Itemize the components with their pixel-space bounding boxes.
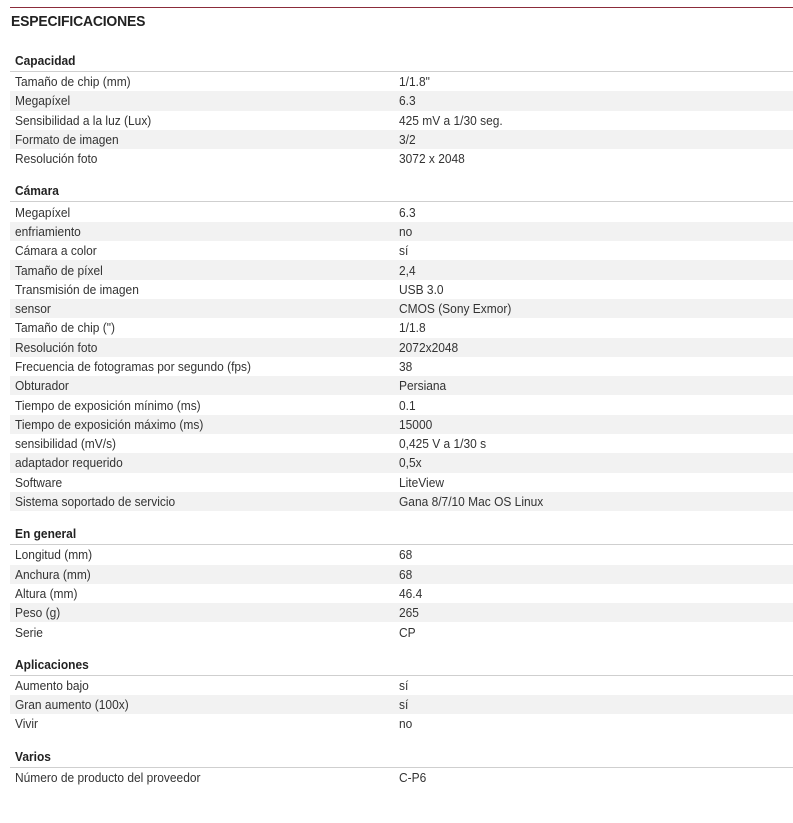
- spec-label-cell: [10, 151, 399, 166]
- spec-row: [10, 395, 793, 414]
- spec-label: Megapíxel: [15, 204, 71, 220]
- spec-value: 265: [399, 605, 419, 621]
- spec-group: [10, 655, 793, 734]
- spec-value: 3072 x 2048: [399, 151, 465, 167]
- spec-label-cell: [10, 697, 399, 712]
- spec-label: sensor: [15, 301, 51, 317]
- spec-group-title: Cámara: [15, 183, 59, 199]
- spec-label: Tamaño de píxel: [15, 262, 103, 278]
- spec-value: 6.3: [399, 93, 416, 109]
- spec-label: Obturador: [15, 378, 69, 394]
- spec-value-cell: [399, 132, 793, 147]
- spec-value-cell: [399, 320, 793, 335]
- spec-label: Altura (mm): [15, 585, 78, 601]
- spec-value-cell: [399, 417, 793, 432]
- spec-label: Resolución foto: [15, 151, 98, 167]
- spec-label: adaptador requerido: [15, 455, 123, 471]
- spec-value: 46.4: [399, 585, 423, 601]
- spec-value-cell: [399, 224, 793, 239]
- spec-value-cell: [399, 586, 793, 601]
- spec-value: 0.1: [399, 397, 416, 413]
- spec-value-cell: [399, 770, 793, 785]
- spec-value-cell: [399, 263, 793, 278]
- spec-value: C-P6: [399, 769, 427, 785]
- spec-group: [10, 747, 793, 787]
- spec-row: [10, 91, 793, 110]
- spec-value: 68: [399, 547, 413, 563]
- spec-label-cell: [10, 74, 399, 89]
- spec-value-cell: [399, 93, 793, 108]
- spec-row: [10, 434, 793, 453]
- group-spacer: [10, 168, 793, 181]
- spec-group-header: [10, 524, 793, 545]
- spec-label-cell: [10, 282, 399, 297]
- spec-label-cell: [10, 625, 399, 640]
- spec-row: [10, 376, 793, 395]
- spec-value: Gana 8/7/10 Mac OS Linux: [399, 494, 544, 510]
- spec-label-cell: [10, 301, 399, 316]
- specifications-table: [10, 51, 793, 787]
- spec-value: CMOS (Sony Exmor): [399, 301, 512, 317]
- spec-row: [10, 415, 793, 434]
- spec-label: Software: [15, 474, 63, 490]
- spec-label: Vivir: [15, 716, 39, 732]
- spec-group: [10, 524, 793, 641]
- spec-value-cell: [399, 282, 793, 297]
- spec-value-cell: [399, 243, 793, 258]
- spec-label-cell: [10, 436, 399, 451]
- group-spacer: [10, 511, 793, 524]
- spec-value-cell: [399, 436, 793, 451]
- spec-label: Número de producto del proveedor: [15, 769, 201, 785]
- spec-label-cell: [10, 567, 399, 582]
- spec-label-cell: [10, 243, 399, 258]
- spec-group-header: [10, 51, 793, 72]
- spec-value: Persiana: [399, 378, 447, 394]
- spec-value: no: [399, 716, 413, 732]
- spec-row: [10, 318, 793, 337]
- spec-label-cell: [10, 770, 399, 785]
- spec-row: [10, 149, 793, 168]
- spec-row: [10, 241, 793, 260]
- spec-label-cell: [10, 340, 399, 355]
- spec-label-cell: [10, 224, 399, 239]
- spec-value: 68: [399, 566, 413, 582]
- spec-value-cell: [399, 378, 793, 393]
- spec-row: [10, 222, 793, 241]
- spec-row: [10, 622, 793, 641]
- spec-label-cell: [10, 586, 399, 601]
- spec-value: 38: [399, 359, 413, 374]
- spec-value-cell: [399, 547, 793, 562]
- spec-label: Tiempo de exposición mínimo (ms): [15, 397, 201, 413]
- spec-label: Aumento bajo: [15, 677, 89, 693]
- spec-value-cell: [399, 475, 793, 490]
- spec-row: [10, 202, 793, 221]
- spec-value: no: [399, 223, 413, 239]
- spec-label-cell: [10, 455, 399, 470]
- spec-value: sí: [399, 677, 409, 693]
- spec-value-cell: [399, 455, 793, 470]
- spec-label: Tamaño de chip (mm): [15, 74, 131, 90]
- spec-value: USB 3.0: [399, 281, 444, 297]
- spec-label: Anchura (mm): [15, 566, 91, 582]
- spec-value-cell: [399, 494, 793, 509]
- spec-label: Longitud (mm): [15, 547, 93, 563]
- spec-value-cell: [399, 716, 793, 731]
- spec-value-cell: [399, 113, 793, 128]
- spec-value: sí: [399, 243, 409, 259]
- spec-label: Frecuencia de fotogramas por segundo (fps): [15, 359, 252, 374]
- spec-value: 1/1.8: [399, 320, 426, 336]
- spec-group-title: Aplicaciones: [15, 656, 89, 672]
- spec-label: sensibilidad (mV/s): [15, 436, 117, 452]
- spec-row: [10, 453, 793, 472]
- spec-group-header: [10, 655, 793, 676]
- spec-value: 0,5x: [399, 455, 422, 471]
- spec-value-cell: [399, 74, 793, 89]
- page-title: ESPECIFICACIONES: [11, 13, 146, 30]
- spec-value-cell: [399, 359, 793, 374]
- spec-label-cell: [10, 605, 399, 620]
- spec-label: Megapíxel: [15, 93, 71, 109]
- spec-value: 2072x2048: [399, 339, 459, 355]
- spec-label-cell: [10, 398, 399, 413]
- spec-label: Peso (g): [15, 605, 61, 621]
- spec-row: [10, 695, 793, 714]
- spec-value: 0,425 V a 1/30 s: [399, 436, 487, 452]
- spec-label-cell: [10, 716, 399, 731]
- spec-row: [10, 111, 793, 130]
- spec-group: [10, 181, 793, 511]
- spec-value: 1/1.8": [399, 74, 430, 90]
- spec-group: [10, 51, 793, 168]
- spec-row: [10, 603, 793, 622]
- spec-row: [10, 338, 793, 357]
- spec-row: [10, 545, 793, 564]
- spec-group-title: Varios: [15, 748, 51, 764]
- spec-label-cell: [10, 205, 399, 220]
- spec-row: [10, 768, 793, 787]
- spec-label: Sistema soportado de servicio: [15, 494, 176, 510]
- spec-label: Sensibilidad a la luz (Lux): [15, 112, 152, 128]
- spec-value-cell: [399, 205, 793, 220]
- spec-value: 3/2: [399, 132, 416, 148]
- spec-value-cell: [399, 301, 793, 316]
- spec-value: CP: [399, 624, 416, 640]
- spec-value: LiteView: [399, 474, 444, 490]
- spec-label: Tamaño de chip ("): [15, 320, 115, 336]
- spec-label: Gran aumento (100x): [15, 697, 129, 713]
- spec-value-cell: [399, 625, 793, 640]
- spec-label: enfriamiento: [15, 223, 81, 239]
- spec-row: [10, 492, 793, 511]
- spec-label-cell: [10, 93, 399, 108]
- spec-value-cell: [399, 697, 793, 712]
- spec-row: [10, 565, 793, 584]
- spec-value: 15000: [399, 416, 433, 432]
- spec-row: [10, 299, 793, 318]
- spec-value: 6.3: [399, 204, 416, 220]
- spec-label-cell: [10, 417, 399, 432]
- spec-row: [10, 714, 793, 733]
- spec-label-cell: [10, 113, 399, 128]
- spec-row: [10, 260, 793, 279]
- spec-label-cell: [10, 359, 399, 374]
- spec-label: Tiempo de exposición máximo (ms): [15, 416, 204, 432]
- spec-value-cell: [399, 678, 793, 693]
- spec-group-header: [10, 181, 793, 202]
- spec-label: Resolución foto: [15, 339, 98, 355]
- spec-label-cell: [10, 320, 399, 335]
- spec-row: [10, 473, 793, 492]
- group-spacer: [10, 642, 793, 655]
- spec-value-cell: [399, 151, 793, 166]
- spec-label-cell: [10, 475, 399, 490]
- group-spacer: [10, 734, 793, 747]
- spec-label-cell: [10, 494, 399, 509]
- spec-group-title: Capacidad: [15, 53, 76, 68]
- spec-value: 2,4: [399, 262, 416, 278]
- spec-label-cell: [10, 547, 399, 562]
- spec-value-cell: [399, 340, 793, 355]
- spec-row: [10, 676, 793, 695]
- spec-label-cell: [10, 132, 399, 147]
- spec-label-cell: [10, 678, 399, 693]
- title-divider: [10, 7, 793, 8]
- spec-row: [10, 357, 793, 376]
- spec-value: 425 mV a 1/30 seg.: [399, 112, 503, 128]
- spec-label: Serie: [15, 624, 43, 640]
- spec-label-cell: [10, 378, 399, 393]
- spec-label: Transmisión de imagen: [15, 281, 139, 297]
- spec-label: Formato de imagen: [15, 132, 119, 148]
- spec-group-header: [10, 747, 793, 768]
- spec-row: [10, 72, 793, 91]
- spec-group-title: En general: [15, 526, 77, 542]
- spec-value-cell: [399, 398, 793, 413]
- spec-row: [10, 130, 793, 149]
- spec-value-cell: [399, 567, 793, 582]
- spec-row: [10, 584, 793, 603]
- spec-row: [10, 280, 793, 299]
- spec-value-cell: [399, 605, 793, 620]
- spec-value: sí: [399, 697, 409, 713]
- spec-label: Cámara a color: [15, 243, 97, 259]
- spec-label-cell: [10, 263, 399, 278]
